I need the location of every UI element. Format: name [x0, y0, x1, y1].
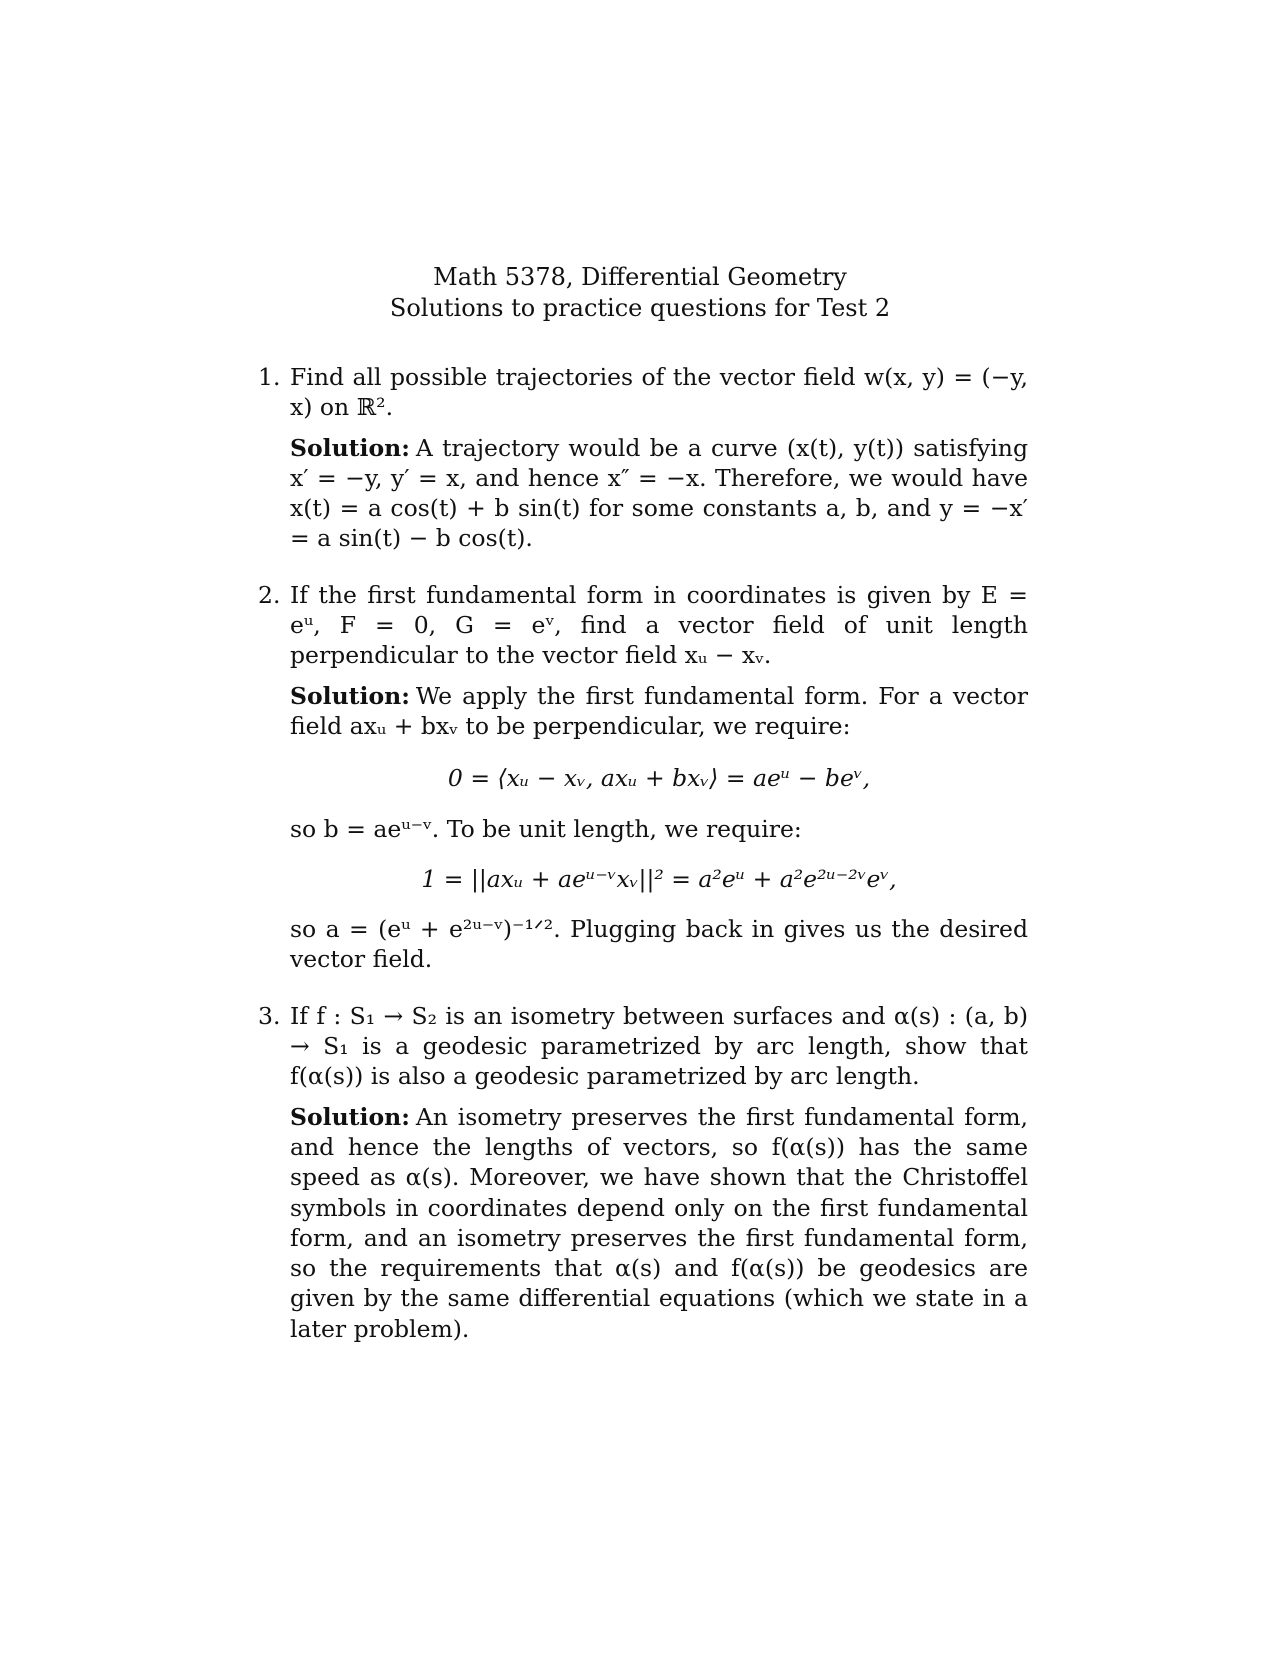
solution-text: so a = (eᵘ + e²ᵘ⁻ᵛ)⁻¹ᐟ². Plugging back in gives us the desired vector field. — [290, 915, 1028, 974]
problem-list — [258, 362, 1028, 1370]
problem-2 — [258, 580, 1028, 975]
equation-perpendicular: 0 = ⟨xᵤ − xᵥ, axᵤ + bxᵥ⟩ = aeᵘ − beᵛ, — [447, 764, 871, 793]
problem-number: 1. — [258, 363, 281, 391]
course-title: Math 5378, Differential Geometry — [433, 263, 847, 291]
equation-unit-length: 1 = ||axᵤ + aeᵘ⁻ᵛxᵥ||² = a²eᵘ + a²e²ᵘ⁻²ᵛeᵛ, — [421, 864, 897, 893]
solution-text: We apply the first fundamental form. For a vector field axᵤ + bxᵥ to be perpendicular, we require: — [290, 681, 1028, 740]
problem-number: 3. — [258, 1001, 281, 1030]
problem-solution — [290, 681, 1028, 742]
solution-label: Solution: — [290, 1102, 410, 1131]
solution-label: Solution: — [290, 433, 410, 462]
problem-solution — [290, 433, 1028, 554]
problem-3 — [258, 1001, 1028, 1344]
problem-question: Find all possible trajectories of the vector field w(x, y) = (−y, x) on ℝ². — [290, 363, 1028, 422]
problem-1 — [258, 362, 1028, 554]
problem-solution — [290, 1102, 1028, 1344]
document-header — [0, 262, 1280, 324]
document-subtitle: Solutions to practice questions for Test 2 — [389, 294, 891, 322]
solution-label: Solution: — [290, 681, 410, 710]
problem-question: If f : S₁ → S₂ is an isometry between surfaces and α(s) : (a, b) → S₁ is a geodesic parametrized by arc length, show that f(α(s)) is also a geodesic parametrized by arc length. — [290, 1001, 1028, 1091]
solution-text: A trajectory would be a curve (x(t), y(t)) satisfying x′ = −y, y′ = x, and hence x″ = −x. Therefore, we would have x(t) = a cos(t) + b sin(t) for some constants a, b, and y = −x′ = a sin(t) − b cos(t). — [290, 433, 1028, 553]
problem-question: If the first fundamental form in coordinates is given by E = eᵘ, F = 0, G = eᵛ, find a vector field of unit length perpendicular to the vector field xᵤ − xᵥ. — [290, 580, 1028, 670]
solution-text: so b = aeᵘ⁻ᵛ. To be unit length, we require: — [290, 814, 802, 843]
solution-text: An isometry preserves the first fundamental form, and hence the lengths of vectors, so f(α(s)) has the same speed as α(s). Moreover, we have shown that the Christoffel symbols in coordinates depend only on the first fundamental form, and an isometry preserves the first fundamental form, so the requirements that α(s) and f(α(s)) be geodesics are given by the same differential equations (which we state in a later problem). — [290, 1102, 1028, 1343]
problem-number: 2. — [258, 580, 281, 609]
